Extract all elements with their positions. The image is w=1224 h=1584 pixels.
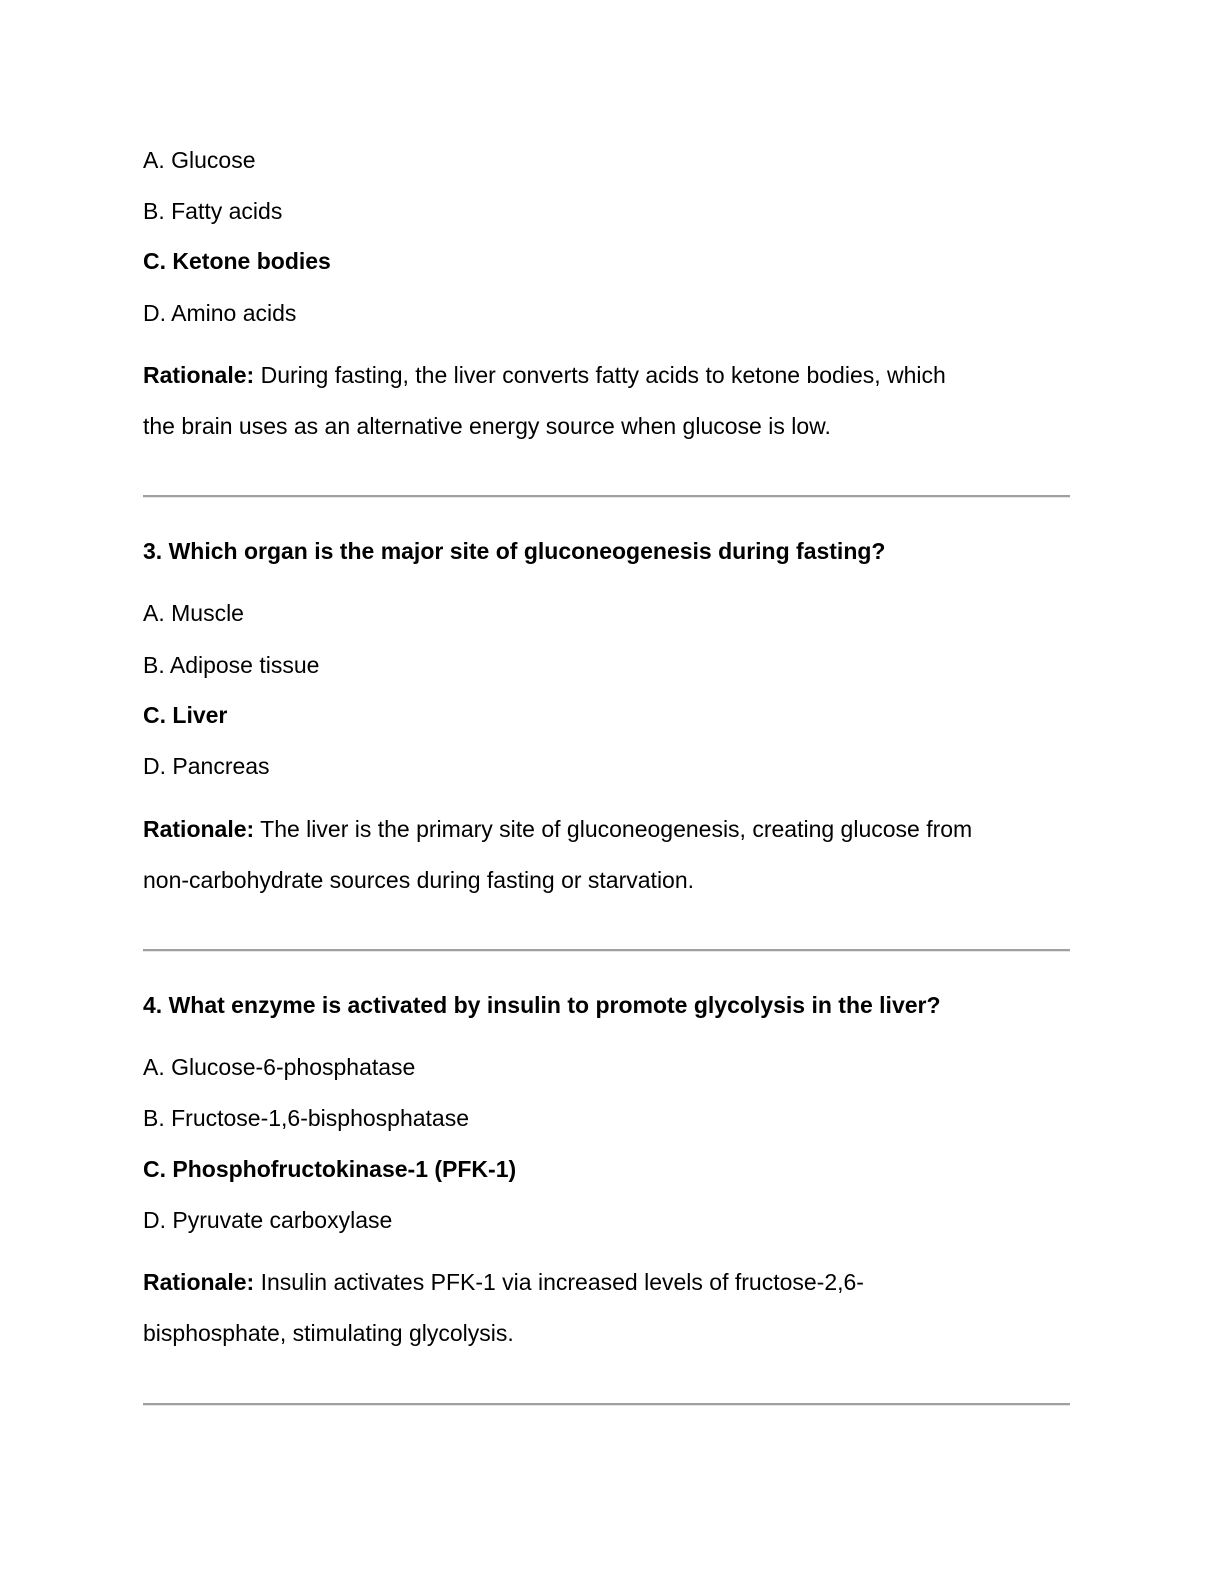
q2-rationale-text: During fasting, the liver converts fatty acids to ketone bodies, which bbox=[254, 362, 946, 388]
q2-rationale-line1 bbox=[143, 360, 946, 390]
q4-rationale-line2: bisphosphate, stimulating glycolysis. bbox=[143, 1320, 514, 1346]
q4-rationale-text: Insulin activates PFK-1 via increased levels of fructose-2,6- bbox=[254, 1269, 864, 1295]
q2-option-d: D. Amino acids bbox=[143, 300, 297, 326]
q2-option-a: A. Glucose bbox=[143, 147, 256, 173]
q3-option-c-correct: C. Liver bbox=[143, 702, 228, 728]
q4-option-c-correct: C. Phosphofructokinase-1 (PFK-1) bbox=[143, 1156, 517, 1182]
q2-rationale-line2: the brain uses as an alternative energy source when glucose is low. bbox=[143, 413, 831, 439]
q4-rationale-label: Rationale: bbox=[143, 1269, 255, 1295]
divider bbox=[143, 1403, 1070, 1406]
q3-option-d: D. Pancreas bbox=[143, 753, 270, 779]
q4-option-b: B. Fructose-1,6-bisphosphatase bbox=[143, 1105, 470, 1131]
divider bbox=[143, 495, 1070, 498]
q2-option-b: B. Fatty acids bbox=[143, 198, 283, 224]
q3-rationale-line1 bbox=[143, 814, 972, 844]
q4-option-a: A. Glucose-6-phosphatase bbox=[143, 1054, 416, 1080]
q3-rationale-text: The liver is the primary site of gluconeogenesis, creating glucose from bbox=[254, 816, 973, 842]
q4-rationale-line1 bbox=[143, 1267, 864, 1297]
q3-rationale-line2: non-carbohydrate sources during fasting or starvation. bbox=[143, 867, 695, 893]
q3-option-a: A. Muscle bbox=[143, 600, 244, 626]
q2-rationale-label: Rationale: bbox=[143, 362, 255, 388]
q3-rationale-label: Rationale: bbox=[143, 816, 255, 842]
q3-option-b: B. Adipose tissue bbox=[143, 652, 320, 678]
q2-option-c-correct: C. Ketone bodies bbox=[143, 248, 331, 274]
q4-question: 4. What enzyme is activated by insulin to promote glycolysis in the liver? bbox=[143, 992, 941, 1018]
q4-option-d: D. Pyruvate carboxylase bbox=[143, 1207, 393, 1233]
q3-question: 3. Which organ is the major site of gluconeogenesis during fasting? bbox=[143, 538, 886, 564]
divider bbox=[143, 949, 1070, 952]
